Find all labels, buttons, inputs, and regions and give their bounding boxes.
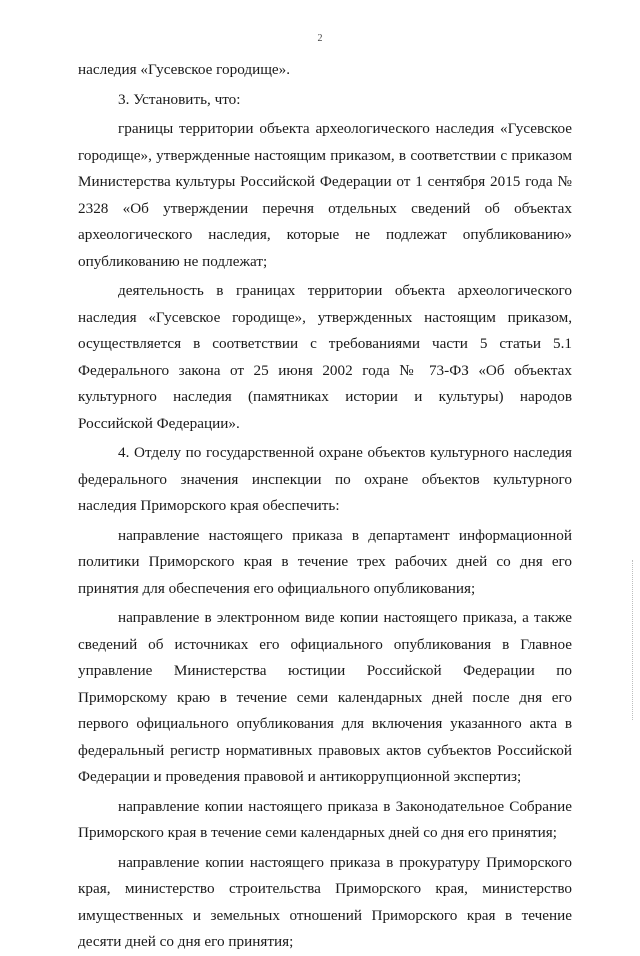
paragraph-prosecutor-office: направление копии настоящего приказа в прокуратуру Приморского края, министерство строительства Приморского края, министерство имущественных и земельных отношений Приморского края в течение десяти дней со дня его принятия; <box>78 853 572 950</box>
paragraph-activity-requirements: деятельность в границах территории объекта археологического наследия «Гусевское городище», утвержденных настоящим приказом, осуществляется в соответствии с требованиями части 5 статьи 5.1 Федерального закона от 25 июня 2002 года № 73-ФЗ «Об объектах культурного наследия (памятниках истории и культуры) народов Российской Федерации». <box>78 282 572 432</box>
paragraph-continuation: наследия «Гусевское городище». <box>78 61 291 78</box>
paragraph-ministry-of-justice: направление в электронном виде копии настоящего приказа, а также сведений об источниках его официального опубликования в Главное управление Министерства юстиции Российской Федерации по Приморскому краю в течение семи календарных дней после дня его первого официального опубликования для включения указанного акта в федеральный регистр нормативных правовых актов субъектов Российской Федерации и проведения правовой и антикоррупционной экспертиз; <box>78 609 572 785</box>
document-body <box>78 57 572 956</box>
paragraph-territory-boundaries: границы территории объекта археологического наследия «Гусевское городище», утвержденные настоящим приказом, в соответствии с приказом Министерства культуры Российской Федерации от 1 сентября 2015 года № 2328 «Об утверждении перечня отдельных сведений об объектах археологического наследия, которые не подлежат опубликованию» опубликованию не подлежат; <box>78 120 572 270</box>
page-number: 2 <box>317 33 323 44</box>
scan-margin-artifact <box>631 560 633 720</box>
paragraph-item-4-heading: 4. Отделу по государственной охране объектов культурного наследия федерального значения инспекции по охране объектов культурного наследия Приморского края обеспечить: <box>78 444 572 514</box>
paragraph-item-3-heading: 3. Установить, что: <box>118 90 241 108</box>
paragraph-info-policy-department: направление настоящего приказа в департамент информационной политики Приморского края в течение трех рабочих дней со дня его принятия для обеспечения его официального опубликования; <box>78 526 572 597</box>
paragraph-legislative-assembly: направление копии настоящего приказа в Законодательное Собрание Приморского края в течение семи календарных дней со дня его принятия; <box>78 797 572 841</box>
